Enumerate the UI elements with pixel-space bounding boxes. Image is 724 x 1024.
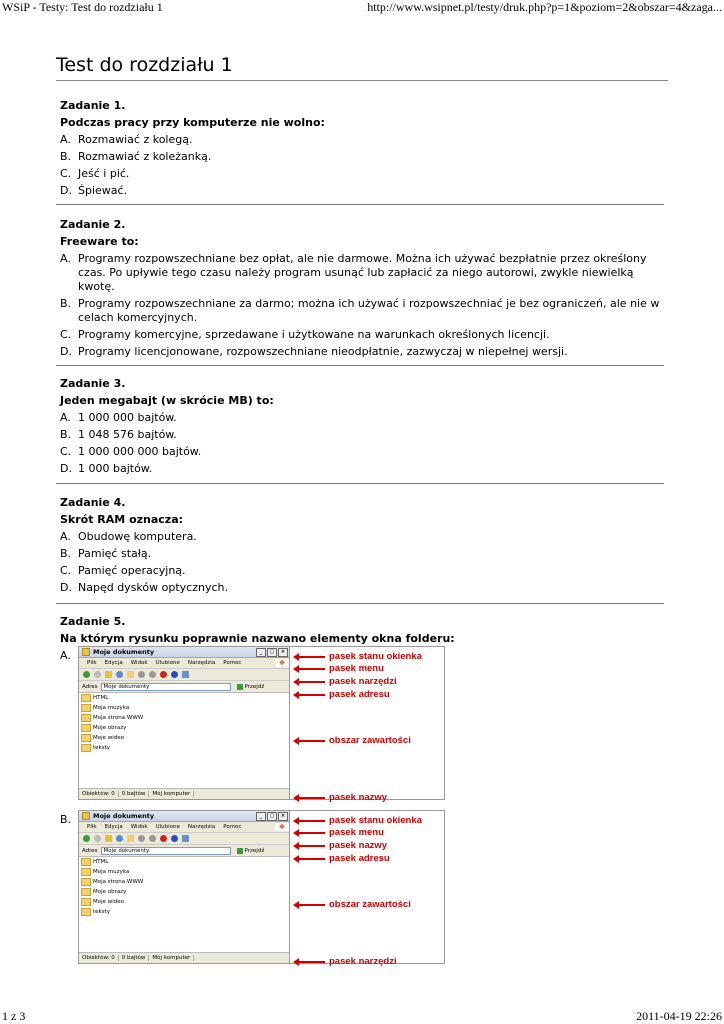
views-icon [182, 835, 189, 842]
folder-item [81, 867, 289, 877]
red-arrow-icon [297, 820, 325, 822]
red-arrow-icon [297, 740, 325, 742]
figure-label [297, 651, 422, 662]
answer-text: Rozmawiać z koleżanką. [78, 150, 212, 163]
folder-icon [81, 858, 91, 866]
figure-label-text: pasek nazwy [329, 792, 388, 803]
figure-labels [289, 811, 444, 967]
print-footer-datetime: 2011-04-19 22:26 [636, 1009, 722, 1023]
copy-icon [149, 671, 156, 678]
figure-label [297, 735, 411, 746]
answer-option [60, 328, 666, 342]
divider [56, 603, 664, 604]
answer-option [60, 411, 666, 425]
folder-item [81, 703, 289, 713]
figure-label [297, 827, 384, 838]
go-button [237, 848, 265, 854]
window-title-bar [79, 811, 289, 822]
answer-letter: A. [60, 530, 71, 543]
answer-option [60, 184, 666, 198]
go-arrow-icon [237, 684, 243, 690]
figure-a [78, 646, 445, 803]
folder-item [81, 887, 289, 897]
answer-text: Rozmawiać z kolegą. [78, 133, 193, 146]
go-button [237, 684, 265, 690]
red-arrow-icon [297, 845, 325, 847]
task-question: Freeware to: [60, 235, 139, 248]
print-footer [0, 1009, 724, 1024]
red-arrow-icon [297, 797, 325, 799]
task-question: Na którym rysunku poprawnie nazwano elementy okna folderu: [60, 632, 455, 645]
folder-item [81, 857, 289, 867]
folder-item [81, 907, 289, 917]
figure-label [297, 840, 387, 851]
folder-name: Moje wideo [93, 735, 125, 741]
task-5 [60, 615, 666, 649]
page-title: Test do rozdziału 1 [56, 54, 668, 81]
task-number: Zadanie 4. [60, 496, 126, 509]
red-arrow-icon [297, 961, 325, 963]
minimize-icon: _ [256, 812, 266, 821]
figure-letter-a: A. [60, 649, 71, 662]
answer-option [60, 428, 666, 442]
address-field [101, 683, 231, 691]
window-content-area [79, 855, 289, 953]
answer-text: Śpiewać. [78, 184, 128, 197]
move-icon [138, 671, 145, 678]
answer-letter: D. [60, 184, 72, 197]
answer-letter: C. [60, 167, 72, 180]
red-arrow-icon [297, 832, 325, 834]
answer-text: Obudowę komputera. [78, 530, 197, 543]
up-folder-icon [105, 671, 112, 678]
menu-item: Widok [130, 824, 148, 830]
figure-label-text: pasek menu [329, 827, 384, 838]
menu-item: Edycja [104, 660, 123, 666]
folder-icon [81, 694, 91, 702]
task-number: Zadanie 1. [60, 99, 126, 112]
answer-text: Programy rozpowszechniane bez opłat, ale nie darmowe. Można ich używać bezpłatnie przez określony czas. Po upływie tego czasu należy program usunąć lub zapłacić za niego autorowi, zwykle niewielką kwotę. [78, 252, 647, 293]
minimize-icon: _ [256, 648, 266, 657]
answer-letter: B. [60, 547, 72, 560]
figure-labels [289, 647, 444, 803]
answer-text: Napęd dysków optycznych. [78, 581, 228, 594]
close-icon: × [278, 812, 288, 821]
task-number: Zadanie 2. [60, 218, 126, 231]
folder-icon [81, 734, 91, 742]
go-arrow-icon [237, 848, 243, 854]
folders-icon [127, 835, 134, 842]
task-4 [60, 496, 666, 598]
print-header-url: http://www.wsipnet.pl/testy/druk.php?p=1&poziom=2&obszar=4&zaga... [367, 0, 722, 14]
figure-label-text: pasek narzędzi [329, 956, 397, 967]
answer-option [60, 167, 666, 181]
answer-letter: C. [60, 564, 72, 577]
answer-text: Pamięć stałą. [78, 547, 152, 560]
answer-letter: D. [60, 345, 72, 358]
figure-label-text: obszar zawartości [329, 899, 411, 910]
status-objects: Obiektów: 0 [79, 791, 119, 797]
window-status-bar [79, 788, 289, 799]
figure-label [297, 956, 397, 967]
go-label: Przejdź [244, 683, 265, 690]
address-label: Adres [82, 847, 98, 854]
answer-letter: B. [60, 150, 72, 163]
task-1 [60, 99, 666, 201]
answer-letter: D. [60, 581, 72, 594]
folder-item [81, 897, 289, 907]
folder-item [81, 723, 289, 733]
forward-icon [94, 671, 101, 678]
menu-item: Pomoc [223, 660, 242, 666]
window-title: Moje dokumenty [93, 648, 155, 656]
figure-label-text: pasek adresu [329, 853, 390, 864]
menu-item: Plik [87, 660, 97, 666]
red-arrow-icon [297, 858, 325, 860]
folder-item [81, 693, 289, 703]
folder-icon [81, 888, 91, 896]
go-label: Przejdź [244, 847, 265, 854]
folder-name: Moja strona WWW [93, 879, 144, 885]
red-arrow-icon [297, 694, 325, 696]
folder-name: HTML [93, 695, 109, 701]
search-icon [116, 835, 123, 842]
figure-label [297, 792, 387, 803]
folder-name: Moje obrazy [93, 889, 127, 895]
answer-option [60, 462, 666, 476]
figure-label [297, 663, 384, 674]
answer-letter: A. [60, 411, 71, 424]
menu-item: Widok [130, 660, 148, 666]
folder-name: Moja muzyka [93, 869, 130, 875]
folder-name: HTML [93, 859, 109, 865]
menu-item: Pomoc [223, 824, 242, 830]
answer-text: Programy licencjonowane, rozpowszechniane nieodpłatnie, zazwyczaj w niepełnej wersji. [78, 345, 568, 358]
folders-icon [127, 671, 134, 678]
menu-item: Ulubione [155, 824, 180, 830]
folder-item [81, 743, 289, 753]
address-field [101, 847, 231, 855]
menu-item: Edycja [104, 824, 123, 830]
answer-option [60, 133, 666, 147]
folder-icon [81, 704, 91, 712]
answer-option [60, 252, 666, 294]
print-header [0, 0, 724, 15]
answer-letter: A. [60, 252, 71, 265]
search-icon [116, 671, 123, 678]
divider [56, 204, 664, 205]
menu-item: Plik [87, 824, 97, 830]
figure-letter-b: B. [60, 813, 72, 826]
folder-icon [81, 898, 91, 906]
answer-option [60, 445, 666, 459]
maximize-icon: □ [267, 812, 277, 821]
status-size: 0 bajtów [119, 791, 150, 797]
folder-icon [82, 648, 90, 656]
figure-label-text: obszar zawartości [329, 735, 411, 746]
folder-icon [82, 812, 90, 820]
status-objects: Obiektów: 0 [79, 955, 119, 961]
folder-item [81, 733, 289, 743]
answer-letter: C. [60, 328, 72, 341]
task-2 [60, 218, 666, 362]
task-3 [60, 377, 666, 479]
answer-text: 1 048 576 bajtów. [78, 428, 177, 441]
figure-label [297, 853, 390, 864]
delete-icon [160, 835, 167, 842]
windows-logo-icon: ❖ [275, 823, 289, 831]
answer-text: Programy komercyjne, sprzedawane i użytkowane na warunkach określonych licencji. [78, 328, 550, 341]
divider [56, 483, 664, 484]
folder-icon [81, 868, 91, 876]
menu-item: Narzędzia [187, 824, 216, 830]
delete-icon [160, 671, 167, 678]
answer-text: Programy rozpowszechniane za darmo; można ich używać i rozpowszechniać je bez ograniczeń, ale nie w celach komercyjnych. [78, 297, 660, 324]
red-arrow-icon [297, 904, 325, 906]
figure-label [297, 676, 397, 687]
window-controls [256, 648, 289, 657]
figure-label [297, 899, 411, 910]
answer-letter: C. [60, 445, 72, 458]
status-size: 0 bajtów [119, 955, 150, 961]
figure-label-text: pasek menu [329, 663, 384, 674]
figure-label-text: pasek stanu okienka [329, 651, 422, 662]
figure-label [297, 689, 390, 700]
folder-window-screenshot [79, 647, 290, 799]
answer-letter: B. [60, 297, 72, 310]
window-controls [256, 812, 289, 821]
menu-item: Ulubione [155, 660, 180, 666]
window-title-bar [79, 647, 289, 658]
task-number: Zadanie 5. [60, 615, 126, 628]
figure-label [297, 815, 422, 826]
answer-option [60, 581, 666, 595]
folder-name: Moja strona WWW [93, 715, 144, 721]
folder-icon [81, 744, 91, 752]
undo-icon [171, 671, 178, 678]
window-menu-bar [79, 822, 289, 833]
window-toolbar [79, 833, 289, 845]
figure-label-text: pasek adresu [329, 689, 390, 700]
menu-item: Narzędzia [187, 660, 216, 666]
answer-letter: B. [60, 428, 72, 441]
task-question: Jeden megabajt (w skrócie MB) to: [60, 394, 274, 407]
back-icon [83, 835, 90, 842]
folder-name: Moja muzyka [93, 705, 130, 711]
address-value: Moje dokumenty [103, 847, 150, 854]
status-location: Mój komputer [149, 791, 194, 797]
folder-name: Moje wideo [93, 899, 125, 905]
undo-icon [171, 835, 178, 842]
answer-text: Jeść i pić. [78, 167, 130, 180]
window-toolbar [79, 669, 289, 681]
answer-text: 1 000 000 000 bajtów. [78, 445, 202, 458]
red-arrow-icon [297, 656, 325, 658]
maximize-icon: □ [267, 648, 277, 657]
close-icon: × [278, 648, 288, 657]
print-header-title: WSiP - Testy: Test do rozdziału 1 [2, 0, 163, 14]
answer-letter: A. [60, 133, 71, 146]
answer-option [60, 150, 666, 164]
address-value: Moje dokumenty [103, 683, 150, 690]
window-content-area [79, 691, 289, 789]
back-icon [83, 671, 90, 678]
folder-icon [81, 724, 91, 732]
folder-item [81, 713, 289, 723]
task-number: Zadanie 3. [60, 377, 126, 390]
folder-icon [81, 878, 91, 886]
forward-icon [94, 835, 101, 842]
answer-text: 1 000 000 bajtów. [78, 411, 177, 424]
divider [56, 365, 664, 366]
windows-logo-icon: ❖ [275, 659, 289, 667]
answer-text: 1 000 bajtów. [78, 462, 153, 475]
figure-label-text: pasek nazwy [329, 840, 388, 851]
answer-text: Pamięć operacyjną. [78, 564, 186, 577]
red-arrow-icon [297, 681, 325, 683]
figure-label-text: pasek stanu okienka [329, 815, 422, 826]
copy-icon [149, 835, 156, 842]
print-footer-page: 1 z 3 [2, 1009, 26, 1023]
answer-option [60, 530, 666, 544]
task-question: Podczas pracy przy komputerze nie wolno: [60, 116, 325, 129]
views-icon [182, 671, 189, 678]
answer-option [60, 564, 666, 578]
folder-window-screenshot [79, 811, 290, 963]
window-title: Moje dokumenty [93, 812, 155, 820]
move-icon [138, 835, 145, 842]
figure-b [78, 810, 445, 967]
folder-name: teksty [93, 745, 111, 751]
folder-name: Moje obrazy [93, 725, 127, 731]
window-menu-bar [79, 658, 289, 669]
red-arrow-icon [297, 668, 325, 670]
folder-item [81, 877, 289, 887]
folder-icon [81, 714, 91, 722]
figure-label-text: pasek narzędzi [329, 676, 397, 687]
answer-option [60, 345, 666, 359]
answer-letter: D. [60, 462, 72, 475]
task-question: Skrót RAM oznacza: [60, 513, 184, 526]
window-status-bar [79, 952, 289, 963]
folder-name: teksty [93, 909, 111, 915]
status-location: Mój komputer [149, 955, 194, 961]
folder-icon [81, 908, 91, 916]
up-folder-icon [105, 835, 112, 842]
address-label: Adres [82, 683, 98, 690]
answer-option [60, 547, 666, 561]
answer-option [60, 297, 666, 325]
